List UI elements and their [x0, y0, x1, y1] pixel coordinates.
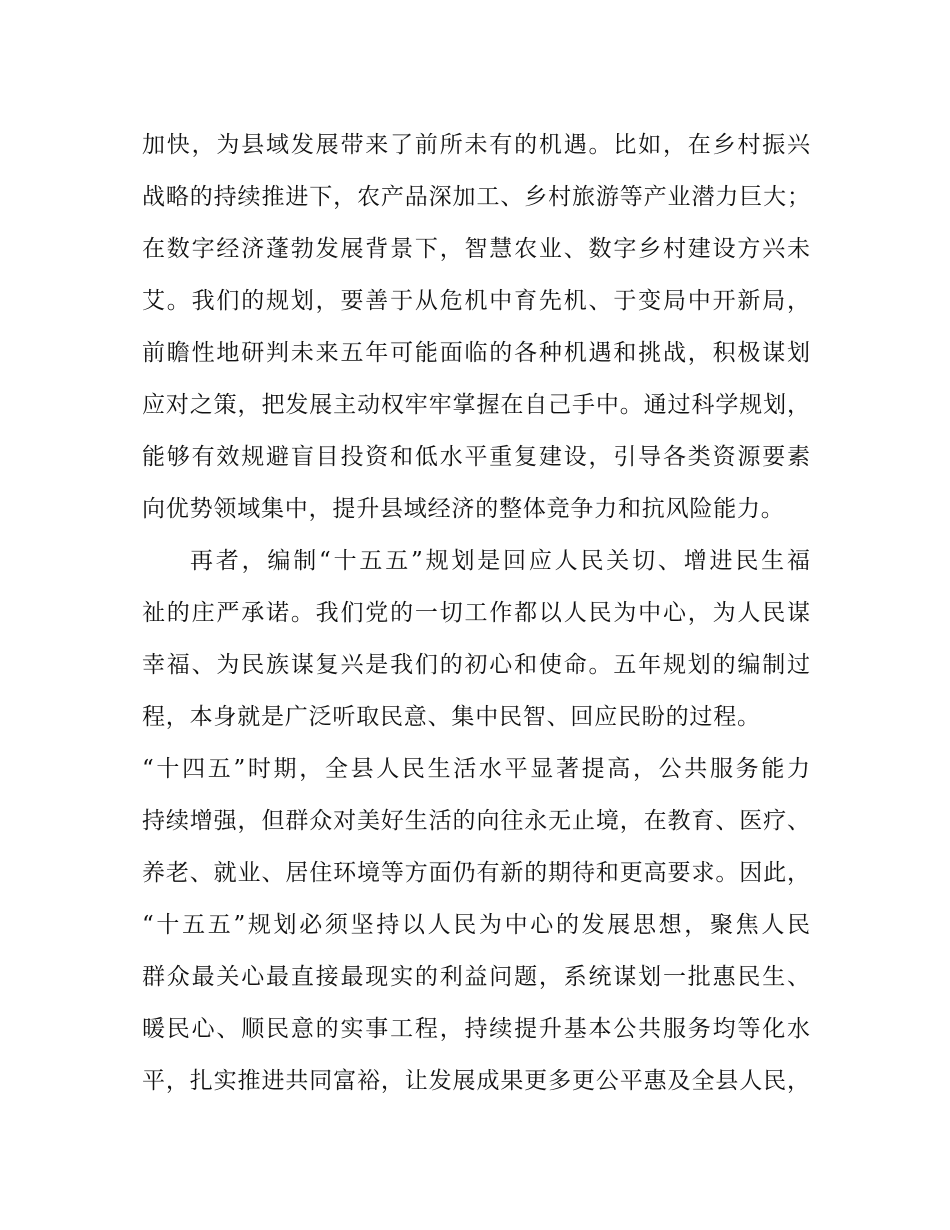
paragraph-2-line: 群众最关心最直接最现实的利益问题，系统谋划一批惠民生、 [142, 964, 810, 990]
paragraph-2-line: 平，扎实推进共同富裕，让发展成果更多更公平惠及全县人民， [142, 1068, 810, 1094]
paragraph-2-line: “十五五”规划必须坚持以人民为中心的发展思想，聚焦人民 [142, 912, 810, 938]
paragraph-2-line: 养老、就业、居住环境等方面仍有新的期待和更高要求。因此， [142, 860, 810, 886]
paragraph-2-line: “十四五”时期，全县人民生活水平显著提高，公共服务能力 [142, 756, 810, 782]
paragraph-1-line: 艾。我们的规划，要善于从危机中育先机、于变局中开新局， [142, 288, 810, 314]
paragraph-2-line: 幸福、为民族谋复兴是我们的初心和使命。五年规划的编制过 [142, 652, 810, 678]
paragraph-1-line: 加快，为县域发展带来了前所未有的机遇。比如，在乡村振兴 [142, 132, 810, 158]
paragraph-1-line: 战略的持续推进下，农产品深加工、乡村旅游等产业潜力巨大； [142, 184, 810, 210]
paragraph-1-line: 向优势领域集中，提升县域经济的整体竞争力和抗风险能力。 [142, 496, 785, 522]
paragraph-1-line: 应对之策，把发展主动权牢牢掌握在自己手中。通过科学规划， [142, 392, 810, 418]
paragraph-1-line: 前瞻性地研判未来五年可能面临的各种机遇和挑战，积极谋划 [142, 340, 810, 366]
paragraph-1-line: 在数字经济蓬勃发展背景下，智慧农业、数字乡村建设方兴未 [142, 236, 810, 262]
paragraph-1-line: 能够有效规避盲目投资和低水平重复建设，引导各类资源要素 [142, 444, 810, 470]
paragraph-2-line: 祉的庄严承诺。我们党的一切工作都以人民为中心，为人民谋 [142, 600, 810, 626]
paragraph-2-line: 暖民心、顺民意的实事工程，持续提升基本公共服务均等化水 [142, 1016, 810, 1042]
paragraph-2-line: 持续增强，但群众对美好生活的向往永无止境，在教育、医疗、 [142, 808, 810, 834]
paragraph-2-line: 程，本身就是广泛听取民意、集中民智、回应民盼的过程。 [142, 704, 761, 730]
paragraph-2-line: 再者，编制“十五五”规划是回应人民关切、增进民生福 [190, 548, 810, 574]
